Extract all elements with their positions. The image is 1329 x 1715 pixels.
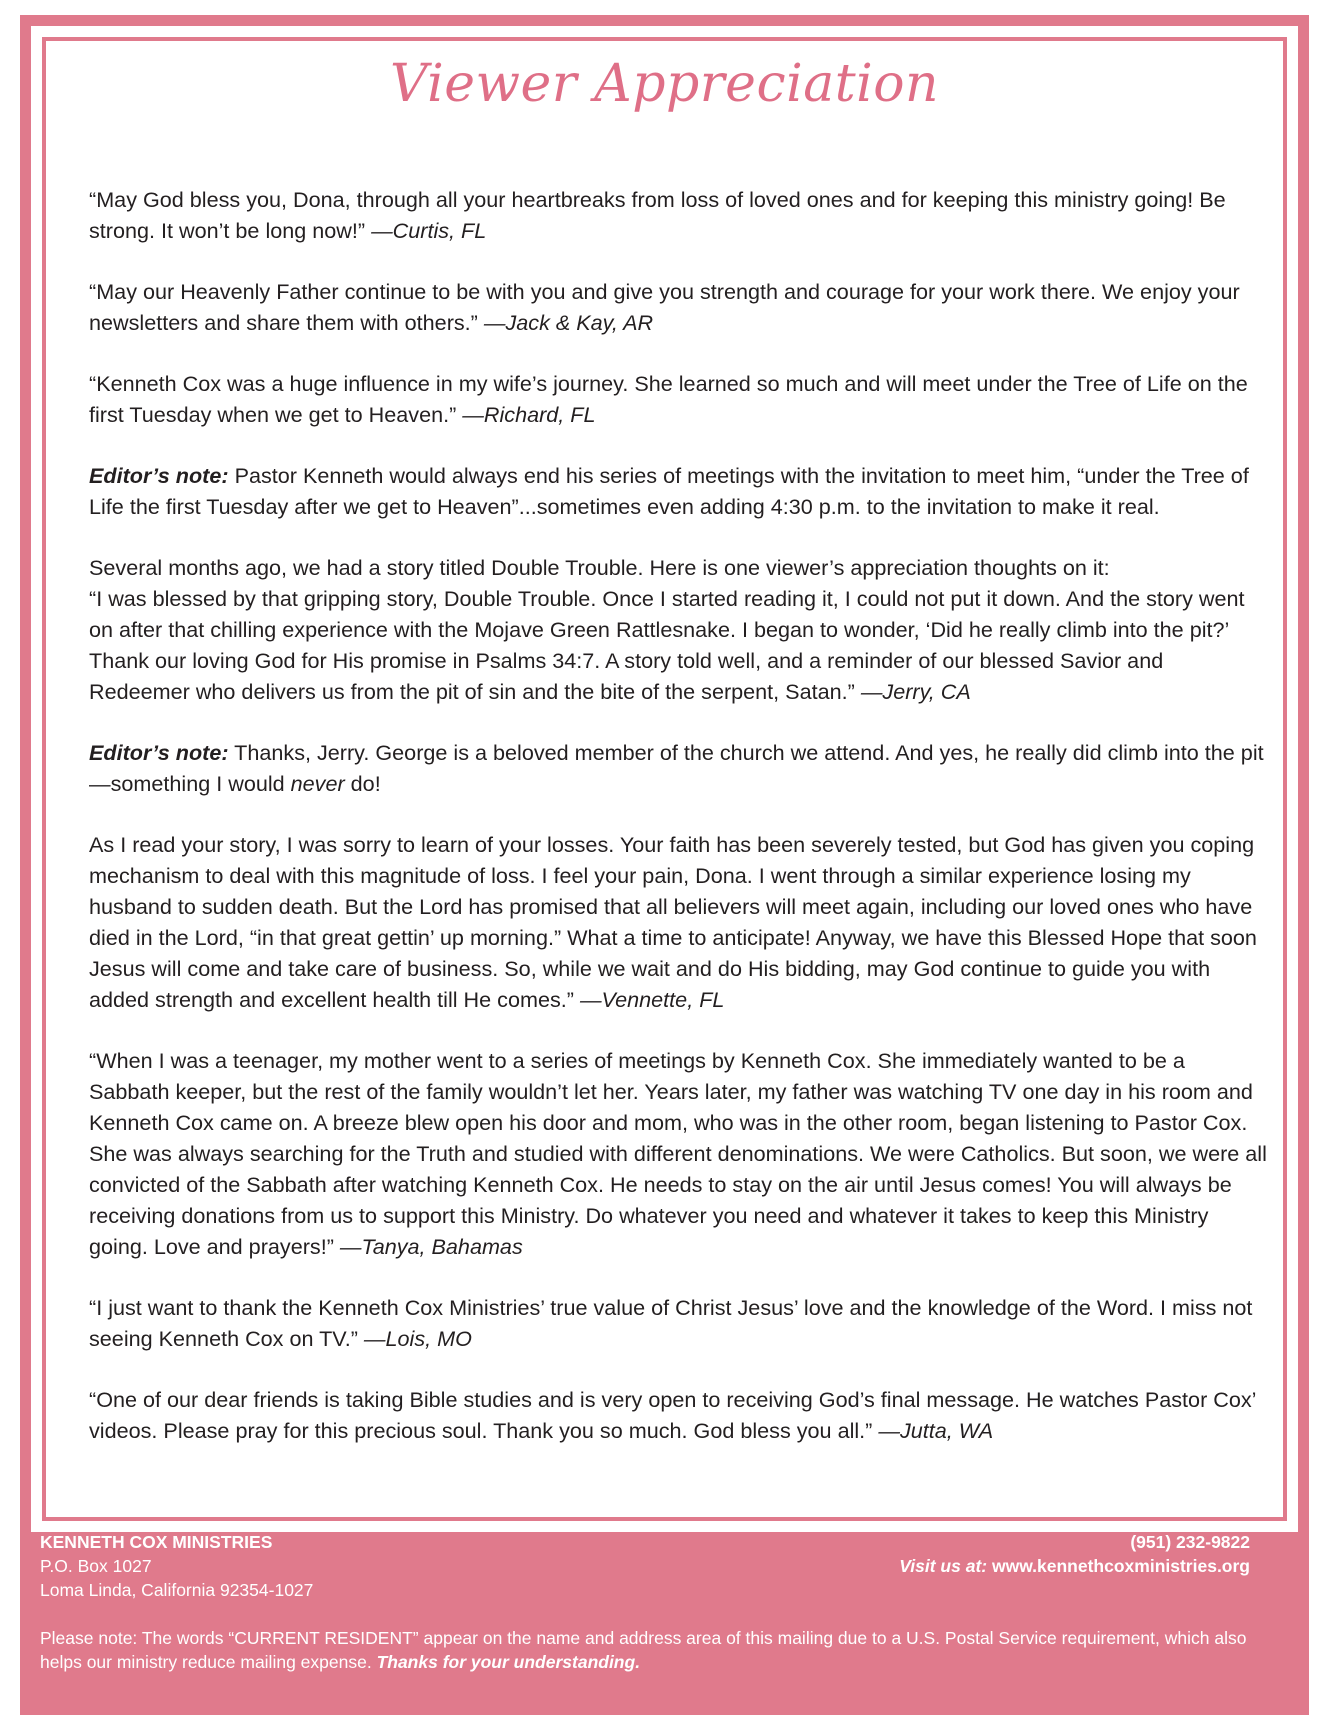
letter-vennette: As I read your story, I was sorry to learn of your losses. Your faith has been severely tested, but God has given you coping mechanism to deal with this magnitude of loss. I feel your pain, Dona. I went through a similar experience losing my husband to sudden death. But the Lord has promised that all believers will meet again, including our loved ones who have died in the Lord, “in that great gettin’ up morning.” What a time to anticipate! Anyway, we have this Blessed Hope that soon Jesus will come and take care of business. So, while we wait and do His bidding, may God continue to guide you with added strength and excellent health till He comes.” —Vennette, FL [89, 832, 1257, 1012]
attribution: —Jerry, CA [860, 679, 971, 704]
attribution: —Vennette, FL [579, 987, 725, 1012]
attribution: —Tanya, Bahamas [339, 1234, 523, 1259]
content-panel [31, 26, 1298, 1532]
letter-richard: “Kenneth Cox was a huge influence in my wife’s journey. She learned so much and will meet under the Tree of Life on the first Tuesday when we get to Heaven.” —Richard, FL [89, 371, 1248, 427]
postal-note: Please note: The words “CURRENT RESIDENT” appear on the name and address area of this mailing due to a U.S. Postal Service requirement, which also helps our ministry reduce mailing expense. Thanks for your understanding. [40, 1628, 1247, 1672]
attribution: —Jutta, WA [878, 1418, 994, 1443]
website-link[interactable]: www.kennethcoxministries.org [987, 1556, 1250, 1576]
letter-jack-kay: “May our Heavenly Father continue to be with you and give you strength and courage for your work there. We enjoy your newsletters and share them with others.” —Jack & Kay, AR [89, 279, 1240, 335]
postal-note-thanks: Thanks for your understanding. [376, 1652, 641, 1672]
phone-number: (951) 232-9822 [1130, 1532, 1250, 1552]
emphasis-never: never [290, 771, 345, 796]
org-name: KENNETH COX MINISTRIES [40, 1532, 273, 1552]
letters-body [89, 184, 1269, 1476]
attribution: —Jack & Kay, AR [483, 310, 654, 335]
mailing-address [40, 1530, 313, 1602]
po-box: P.O. Box 1027 [40, 1556, 152, 1576]
attribution: —Curtis, FL [371, 218, 487, 243]
letter-tanya: “When I was a teenager, my mother went to a series of meetings by Kenneth Cox. She immediately wanted to be a Sabbath keeper, but the rest of the family wouldn’t let her. Years later, my father was watching TV one day in his room and Kenneth Cox came on. A breeze blew open his door and mom, who was in the other room, began listening to Pastor Cox. She was always searching for the Truth and studied with different denominations. We were Catholics. But soon, we were all convicted of the Sabbath after watching Kenneth Cox. He needs to stay on the air until Jesus comes! You will always be receiving donations from us to support this Ministry. Do whatever you need and whatever it takes to keep this Ministry going. Love and prayers!” —Tanya, Bahamas [89, 1048, 1267, 1259]
letter-jerry: Several months ago, we had a story titled Double Trouble. Here is one viewer’s appreciation thoughts on it: “I was blessed by that gripping story, Double Trouble. Once I started reading it, I could not put it down. And the story went on after that chilling experience with the Mojave Green Rattlesnake. I began to wonder, ‘Did he really climb into the pit?’ Thank our loving God for His promise in Psalms 34:7. A story told well, and a reminder of our blessed Savior and Redeemer who delivers us from the pit of sin and the bite of the serpent, Satan.” —Jerry, CA [89, 555, 1245, 704]
editor-note-label: Editor’s note: [89, 463, 229, 488]
letter-jutta: “One of our dear friends is taking Bible studies and is very open to receiving God’s final message. He watches Pastor Cox’ videos. Please pray for this precious soul. Thank you so much. God bless you all.” —Jutta, WA [89, 1387, 1256, 1443]
city-line: Loma Linda, California 92354-1027 [40, 1580, 314, 1600]
letter-curtis: “May God bless you, Dona, through all your heartbreaks from loss of loved ones and for keeping this ministry going! Be strong. It won’t be long now!” —Curtis, FL [89, 187, 1226, 243]
attribution: —Richard, FL [462, 402, 596, 427]
page-frame [20, 15, 1309, 1715]
letter-lois: “I just want to thank the Kenneth Cox Ministries’ true value of Christ Jesus’ love and the knowledge of the Word. I miss not seeing Kenneth Cox on TV.” —Lois, MO [89, 1295, 1253, 1351]
attribution: —Lois, MO [363, 1326, 472, 1351]
editor-note-label: Editor’s note: [89, 740, 229, 765]
contact-info [899, 1530, 1250, 1578]
visit-label: Visit us at: [899, 1556, 988, 1576]
editor-note-jerry: Editor’s note: Thanks, Jerry. George is a beloved member of the church we attend. And yes, he really did climb into the pit—something I would never do! [89, 740, 1264, 796]
website-line [899, 1554, 1250, 1578]
page-title: Viewer Appreciation [389, 54, 940, 114]
editor-note-tree-of-life: Editor’s note: Pastor Kenneth would always end his series of meetings with the invitation to meet him, “under the Tree of Life the first Tuesday after we get to Heaven”...sometimes even adding 4:30 p.m. to the invitation to make it real. [89, 463, 1249, 519]
